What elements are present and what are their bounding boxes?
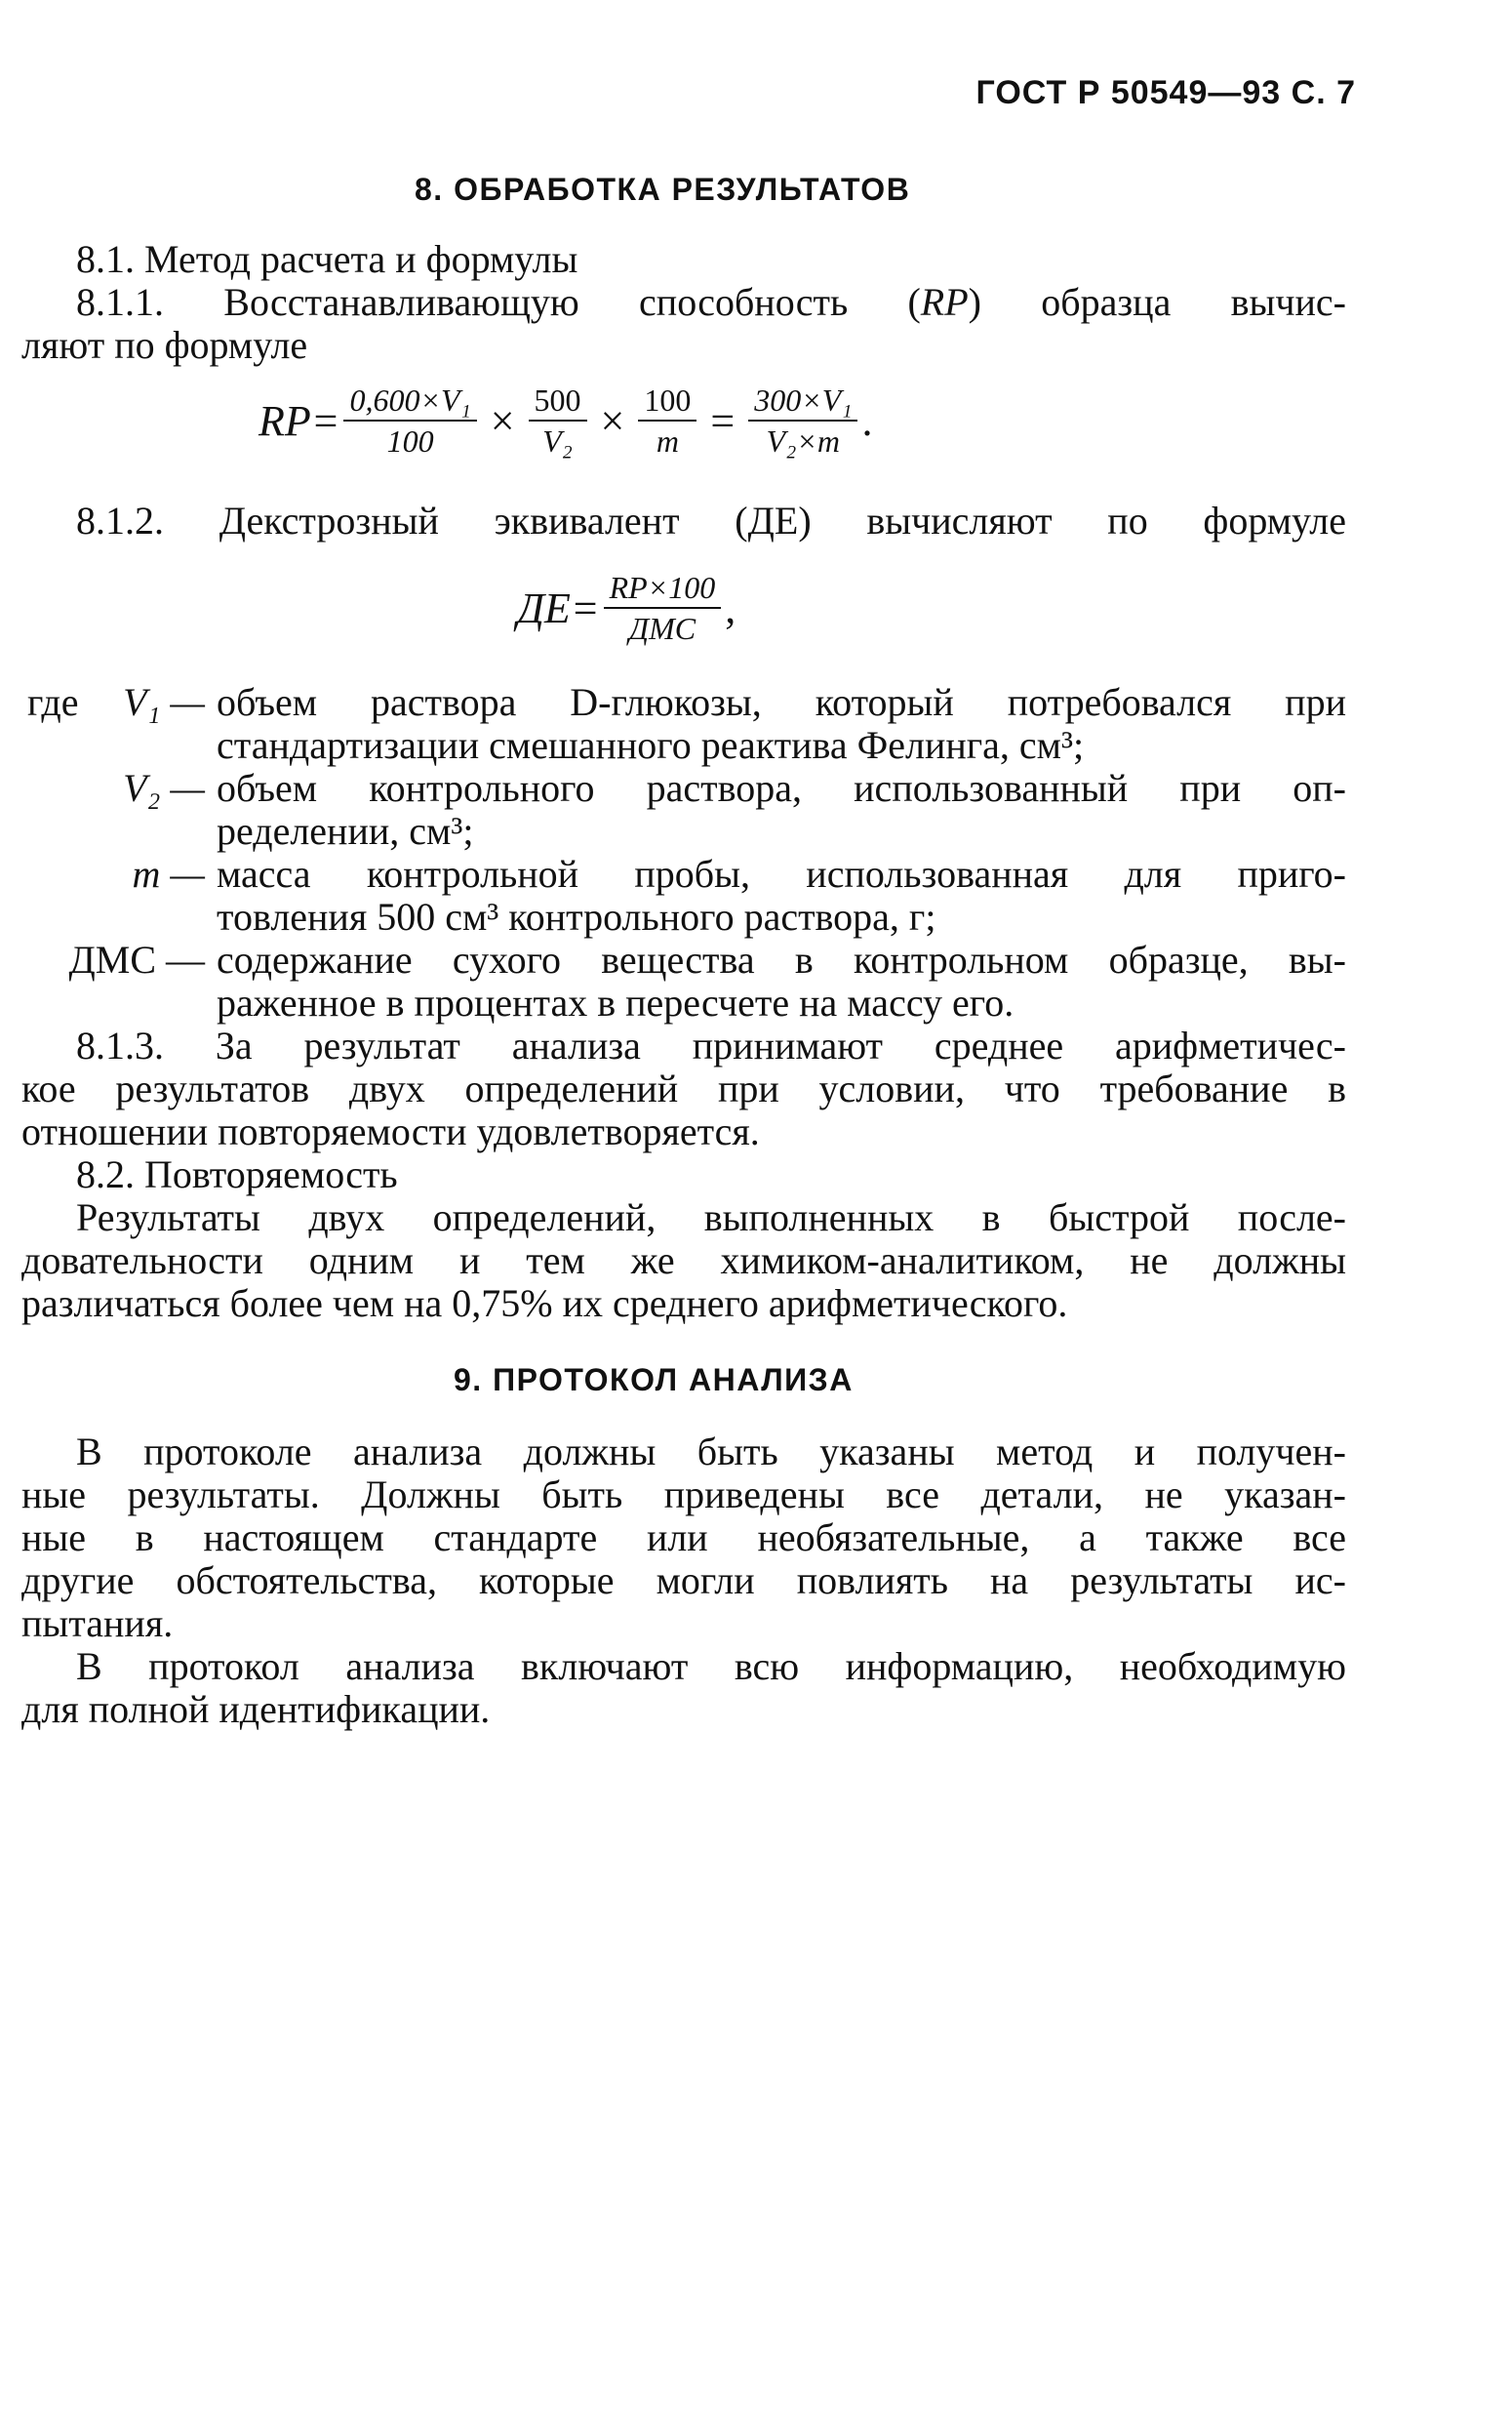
fraction-3-denominator: m: [656, 423, 679, 459]
where-label: где: [27, 680, 79, 724]
paragraph-8-1-2: 8.1.2. Декстрозный эквивалент (ДЕ) вычисляют по формуле: [76, 499, 1346, 543]
formula-rp-end: .: [861, 396, 873, 445]
definition-m-line-2: товления 500 см³ контрольного раствора, г;: [217, 895, 936, 939]
fraction-1-denominator: 100: [386, 423, 434, 459]
section-9-para-1-line-1: В протоколе анализа должны быть указаны метод и получен-: [76, 1430, 1346, 1473]
fraction-3-numerator: 100: [644, 383, 692, 418]
paragraph-8-1-3-line-2: кое результатов двух определений при условии, что требование в: [21, 1067, 1346, 1110]
p8111-text-b: ) образца вычис-: [968, 280, 1346, 324]
formula-de: [517, 568, 736, 648]
formula-de-end: ,: [725, 584, 736, 632]
formula-de-lhs: ДЕ=: [517, 584, 600, 632]
section-9-para-1-line-4: другие обстоятельства, которые могли повлиять на результаты ис-: [21, 1558, 1346, 1602]
definition-desc-m: [217, 853, 1346, 939]
p8111-text-a: 8.1.1. Восстанавливающую способность (: [76, 280, 921, 324]
definition-dms-line-1: содержание сухого вещества в контрольном образце, вы-: [217, 938, 1346, 982]
page-header: ГОСТ Р 50549—93 С. 7: [975, 74, 1356, 111]
formula-rp-lhs: RP=: [259, 396, 340, 445]
fraction-de-numerator: RP×100: [609, 570, 716, 605]
fraction-2: [529, 381, 587, 461]
times-sign-2: ×: [600, 396, 625, 445]
definition-term-dms: ДМС —: [68, 938, 205, 982]
definition-v1-line-2: стандартизации смешанного реактива Фелинга, см³;: [217, 723, 1085, 767]
p8111-rp: RP: [920, 280, 969, 324]
definition-desc-v2: [217, 767, 1346, 853]
fraction-4-denominator: V₂×m: [766, 423, 841, 459]
paragraph-8-1-1-line-2: ляют по формуле: [21, 323, 308, 367]
paragraph-8-1-3-line-3: отношении повторяемости удовлетворяется.: [21, 1109, 760, 1153]
paragraph-8-2-line-3: различаться более чем на 0,75% их среднего арифметического.: [21, 1281, 1068, 1325]
definition-v2-line-2: ределении, см³;: [217, 809, 474, 853]
definition-dms-line-2: раженное в процентах в пересчете на массу его.: [217, 981, 1015, 1025]
fraction-de-denominator: ДМС: [628, 611, 696, 646]
definition-desc-dms: [217, 939, 1346, 1025]
definition-term-v2: V₂ —: [123, 766, 205, 810]
fraction-3: [638, 381, 696, 461]
fraction-2-denominator: V₂: [542, 423, 573, 459]
paragraph-8-1-3-line-1: 8.1.3. За результат анализа принимают среднее арифметичес-: [76, 1024, 1346, 1068]
fraction-de: [604, 568, 722, 648]
fraction-2-numerator: 500: [534, 383, 581, 418]
section-9-para-1-line-3: ные в настоящем стандарте или необязательные, а также все: [21, 1515, 1346, 1559]
definition-term-m: m —: [132, 852, 205, 896]
fraction-1-numerator: 0,600×V₁: [349, 383, 471, 418]
section-9-para-2-line-2: для полной идентификации.: [21, 1687, 491, 1731]
section-9-heading: 9. ПРОТОКОЛ АНАЛИЗА: [454, 1362, 854, 1397]
definition-v1-line-1: объем раствора D-глюкозы, который потребовался при: [217, 680, 1346, 724]
paragraph-8-1-1-line-1: [76, 281, 1346, 324]
paragraph-8-2-line-1: Результаты двух определений, выполненных в быстрой после-: [76, 1195, 1346, 1239]
definition-m-line-1: масса контрольной пробы, использованная для приго-: [217, 852, 1346, 896]
equals-sign: =: [710, 396, 736, 445]
paragraph-8-2-line-2: довательности одним и тем же химиком-аналитиком, не должны: [21, 1238, 1346, 1282]
section-8-heading: 8. ОБРАБОТКА РЕЗУЛЬТАТОВ: [415, 172, 911, 207]
definition-term-v1: V₁ —: [123, 680, 205, 724]
section-9-para-2-line-1: В протокол анализа включают всю информацию, необходимую: [76, 1644, 1346, 1688]
definition-v2-line-1: объем контрольного раствора, использованный при оп-: [217, 766, 1346, 810]
formula-rp: [259, 381, 872, 461]
section-9-para-1-line-2: ные результаты. Должны быть приведены все детали, не указан-: [21, 1472, 1346, 1516]
paragraph-8-1-title: 8.1. Метод расчета и формулы: [76, 237, 578, 281]
fraction-4-numerator: 300×V₁: [754, 383, 853, 418]
times-sign-1: ×: [490, 396, 515, 445]
section-9-para-1-line-5: пытания.: [21, 1601, 174, 1645]
fraction-1: [343, 381, 476, 461]
paragraph-8-2-title: 8.2. Повторяемость: [76, 1152, 398, 1196]
definition-desc-v1: [217, 681, 1346, 767]
fraction-4: [748, 381, 857, 461]
